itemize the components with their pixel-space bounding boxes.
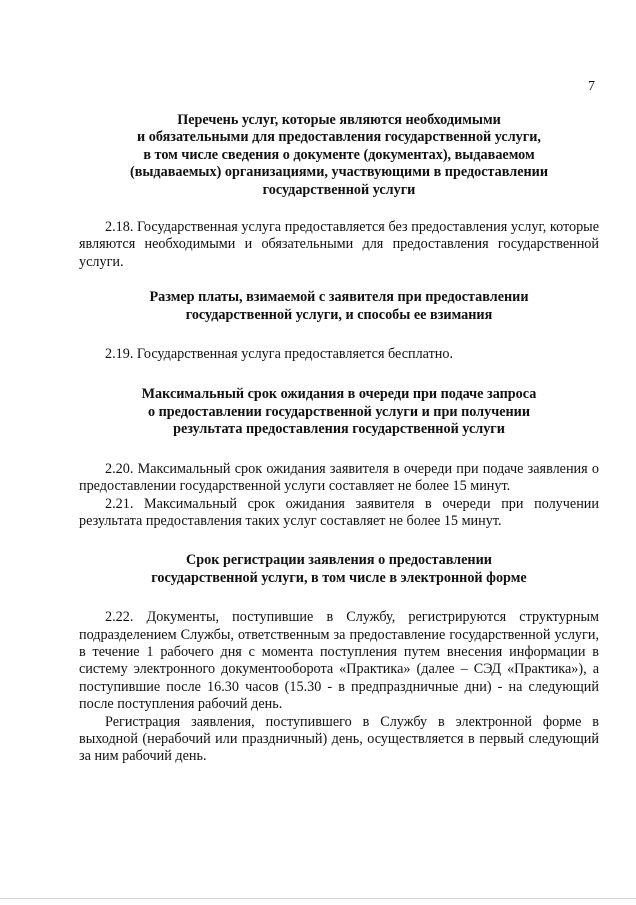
heading-line: в том числе сведения о документе (документах), выдаваемом xyxy=(143,146,535,163)
section-heading-required-services xyxy=(79,112,599,199)
paragraph-2-20: 2.20. Максимальный срок ожидания заявителя в очереди при подаче заявления о предоставлении государственной услуги составляет не более 15 минут. xyxy=(79,460,599,495)
heading-line: государственной услуги xyxy=(262,181,416,198)
section-heading-registration-time xyxy=(79,552,599,587)
paragraph-2-18: 2.18. Государственная услуга предоставляется без предоставления услуг, которые являются необходимыми и обязательными для предоставления государственной услуги. xyxy=(79,219,599,270)
heading-line: Максимальный срок ожидания в очереди при подаче запроса xyxy=(141,386,537,403)
heading-line: результата предоставления государственной услуги xyxy=(173,421,505,438)
heading-line: (выдаваемых) организациями, участвующими в предоставлении xyxy=(129,164,549,181)
heading-line: государственной услуги, и способы ее взимания xyxy=(185,306,493,323)
paragraph-2-21: 2.21. Максимальный срок ожидания заявителя в очереди при получении результата предоставления таких услуг составляет не более 15 минут. xyxy=(79,495,599,529)
heading-line: Срок регистрации заявления о предоставлении xyxy=(186,552,492,569)
page-bottom-divider xyxy=(0,898,636,899)
heading-line: и обязательными для предоставления государственной услуги, xyxy=(137,129,541,146)
section-heading-fee xyxy=(79,289,599,324)
paragraph-2-19: 2.19. Государственная услуга предоставляется бесплатно. xyxy=(105,346,454,363)
page-number: 7 xyxy=(588,79,595,94)
paragraph-2-22: 2.22. Документы, поступившие в Службу, регистрируются структурным подразделением Службы, ответственным за предоставление государственной услуги, в течение 1 рабочего дня с момента поступления путем внесения информации в систему электронного документооборота «Практика» (далее – СЭД «Практика»), а поступившие после 16.30 часов (15.30 - в предпраздничные дни) - на следующий после поступления рабочий день. xyxy=(79,609,599,713)
heading-line: о предоставлении государственной услуги и при получении xyxy=(147,403,531,420)
paragraph-registration-weekend: Регистрация заявления, поступившего в Службу в электронной форме в выходной (нерабочий или праздничный) день, осуществляется в первый следующий за ним рабочий день. xyxy=(79,713,599,765)
document-body xyxy=(79,112,599,766)
section-heading-waiting-time xyxy=(79,386,599,438)
heading-line: государственной услуги, в том числе в электронной форме xyxy=(151,569,527,586)
heading-line: Размер платы, взимаемой с заявителя при предоставлении xyxy=(149,289,529,306)
heading-line: Перечень услуг, которые являются необходимыми xyxy=(177,112,501,128)
